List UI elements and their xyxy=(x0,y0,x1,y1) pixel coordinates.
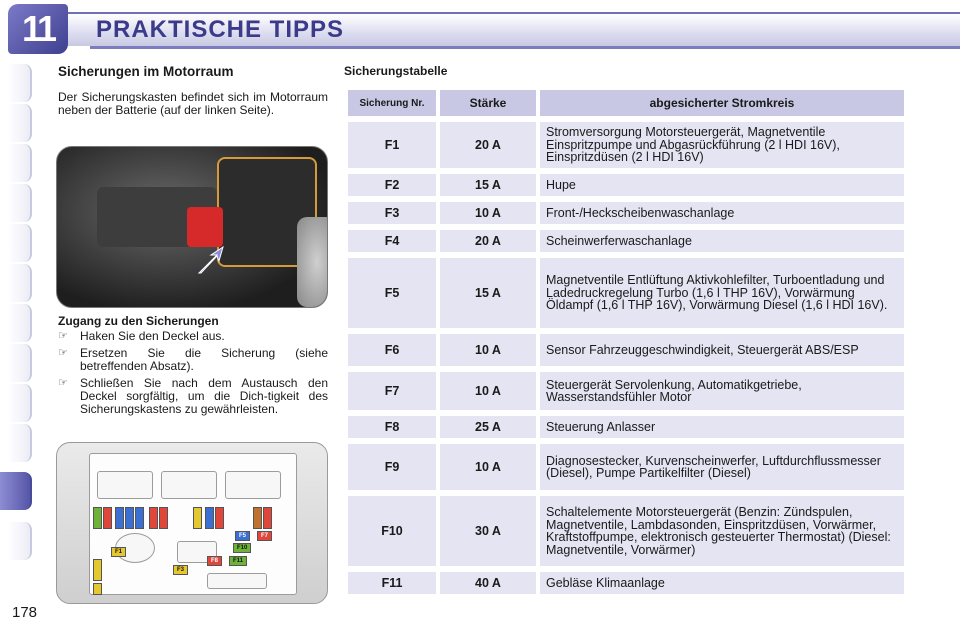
table-caption: Sicherungstabelle xyxy=(344,64,448,78)
header-rule xyxy=(90,46,960,49)
fuse-mark xyxy=(93,583,102,595)
fuse-mark xyxy=(159,507,168,529)
fuse-circuit: Steuergerät Servolenkung, Automatikgetriebe, Wasserstandsfühler Motor xyxy=(540,372,904,410)
access-heading: Zugang zu den Sicherungen xyxy=(58,314,219,328)
fuse-mark xyxy=(125,507,134,529)
chapter-tab-active[interactable] xyxy=(0,472,32,510)
fuse-table xyxy=(344,84,908,600)
fuse-label-f10: F10 xyxy=(233,543,251,553)
fuse-mark xyxy=(93,507,102,529)
fuse-mark xyxy=(135,507,144,529)
fuse-mark xyxy=(193,507,202,529)
chapter-tab[interactable] xyxy=(8,184,32,222)
table-row xyxy=(348,258,904,328)
hand-pointer-icon: ☞ xyxy=(58,330,68,342)
fuse-number: F3 xyxy=(348,202,436,224)
step-item xyxy=(58,377,328,416)
fuse-circuit: Diagnosestecker, Kurvenscheinwerfer, Luftdurchflussmesser (Diesel), Pumpe Partikelfilter (Diesel) xyxy=(540,444,904,490)
headlamp-shape xyxy=(297,217,328,307)
hand-pointer-icon: ☞ xyxy=(58,377,68,389)
table-row xyxy=(348,230,904,252)
fuse-number: F10 xyxy=(348,496,436,566)
fuse-label-f7: F7 xyxy=(257,531,272,541)
fuse-number: F7 xyxy=(348,372,436,410)
table-row xyxy=(348,334,904,366)
table-row xyxy=(348,416,904,438)
relay-block xyxy=(161,471,217,499)
fuse-circuit: Gebläse Klimaanlage xyxy=(540,572,904,594)
chapter-tab[interactable] xyxy=(8,224,32,262)
fuse-circuit: Sensor Fahrzeuggeschwindigkeit, Steuergerät ABS/ESP xyxy=(540,334,904,366)
fuse-rating: 10 A xyxy=(440,202,536,224)
chapter-tab[interactable] xyxy=(8,104,32,142)
fuse-rating: 30 A xyxy=(440,496,536,566)
fuse-mark xyxy=(149,507,158,529)
fuse-rating: 10 A xyxy=(440,444,536,490)
left-column xyxy=(58,62,328,117)
fuse-number: F9 xyxy=(348,444,436,490)
header-rating: Stärke xyxy=(440,90,536,116)
fuse-number: F5 xyxy=(348,258,436,328)
fuse-rating: 40 A xyxy=(440,572,536,594)
page-header xyxy=(0,0,960,62)
chapter-tab[interactable] xyxy=(8,144,32,182)
fuse-mark xyxy=(103,507,112,529)
chapter-badge: 11 xyxy=(8,4,68,54)
chapter-tab[interactable] xyxy=(8,264,32,302)
fuse-circuit: Schaltelemente Motorsteuergerät (Benzin: Zündspulen, Magnetventile, Lambdasonden, Einspritzdüsen, Vorwärmer, Kraftstoffpumpe, elektronisch gesteuerter Thermostat) (Diesel: Magnetventile, Vorwärmer) xyxy=(540,496,904,566)
pointer-arrow-icon xyxy=(197,245,227,275)
intro-paragraph: Der Sicherungskasten befindet sich im Motorraum neben der Batterie (auf der linken Seite). xyxy=(58,90,328,117)
fuse-number: F4 xyxy=(348,230,436,252)
fuse-number: F8 xyxy=(348,416,436,438)
fuse-mark xyxy=(263,507,272,529)
page-number: 178 xyxy=(12,604,38,621)
table-row xyxy=(348,174,904,196)
fuse-mark xyxy=(115,507,124,529)
chapter-tab[interactable] xyxy=(8,522,32,560)
chapter-tab[interactable] xyxy=(8,384,32,422)
fuse-circuit: Scheinwerferwaschanlage xyxy=(540,230,904,252)
chapter-tab[interactable] xyxy=(8,64,32,102)
fuse-circuit: Hupe xyxy=(540,174,904,196)
step-text: Haken Sie den Deckel aus. xyxy=(80,329,225,343)
relay-block xyxy=(97,471,153,499)
table-row xyxy=(348,572,904,594)
fuse-rating: 15 A xyxy=(440,174,536,196)
header-circuit: abgesicherter Stromkreis xyxy=(540,90,904,116)
fuse-box-diagram xyxy=(56,442,328,604)
fuse-circuit: Steuerung Anlasser xyxy=(540,416,904,438)
fuse-label-f8: F8 xyxy=(207,556,222,566)
step-text: Ersetzen Sie die Sicherung (siehe betreffenden Absatz). xyxy=(80,346,328,373)
header-fuse-number: Sicherung Nr. xyxy=(348,90,436,116)
relay-block xyxy=(207,573,267,589)
fuse-mark xyxy=(205,507,214,529)
fuse-label-f3: F3 xyxy=(173,565,188,575)
page-title: PRAKTISCHE TIPPS xyxy=(96,16,345,43)
engine-bay-photo xyxy=(56,146,328,308)
chapter-tab[interactable] xyxy=(8,344,32,382)
fuse-circuit: Magnetventile Entlüftung Aktivkohlefilter, Turboentladung und Ladedruckregelung Turbo (1,6 l THP 16V), Vorwärmung Öldampf (1,6 l THP 16V), Vorwärmung Diesel (1,6 l HDI 16V). xyxy=(540,258,904,328)
fuse-rating: 20 A xyxy=(440,230,536,252)
fuse-circuit: Front-/Heckscheibenwaschanlage xyxy=(540,202,904,224)
access-steps xyxy=(58,330,328,420)
fuse-mark xyxy=(253,507,262,529)
chapter-tabs xyxy=(0,62,40,582)
fuse-rating: 10 A xyxy=(440,334,536,366)
battery-terminal-cap xyxy=(187,207,223,247)
fuse-label-f5: F5 xyxy=(235,531,250,541)
fuse-number: F6 xyxy=(348,334,436,366)
fuse-mark xyxy=(93,559,102,581)
table-row xyxy=(348,496,904,566)
fuse-rating: 15 A xyxy=(440,258,536,328)
fuse-mark xyxy=(215,507,224,529)
fuse-label-f1: F1 xyxy=(111,547,126,557)
chapter-tab[interactable] xyxy=(8,304,32,342)
fuse-number: F11 xyxy=(348,572,436,594)
table-row xyxy=(348,202,904,224)
fuse-number: F2 xyxy=(348,174,436,196)
table-header-row xyxy=(348,90,904,116)
fuse-rating: 25 A xyxy=(440,416,536,438)
fuse-rating: 10 A xyxy=(440,372,536,410)
section-heading: Sicherungen im Motorraum xyxy=(58,64,234,79)
step-text: Schließen Sie nach dem Austausch den Deckel sorgfältig, um die Dich-tigkeit des Sicherungskastens zu gewährleisten. xyxy=(80,376,328,416)
table-row xyxy=(348,372,904,410)
relay-block xyxy=(225,471,281,499)
table-row xyxy=(348,122,904,168)
fuse-label-f11: F11 xyxy=(229,556,247,566)
chapter-tab[interactable] xyxy=(8,424,32,462)
hand-pointer-icon: ☞ xyxy=(58,347,68,359)
fuse-circuit: Stromversorgung Motorsteuergerät, Magnetventile Einspritzpumpe und Abgasrückführung (2 l HDI 16V), Einspritzdüsen (2 l HDI 16V) xyxy=(540,122,904,168)
step-item xyxy=(58,347,328,373)
table-row xyxy=(348,444,904,490)
step-item xyxy=(58,330,328,343)
fuse-number: F1 xyxy=(348,122,436,168)
fuse-rating: 20 A xyxy=(440,122,536,168)
